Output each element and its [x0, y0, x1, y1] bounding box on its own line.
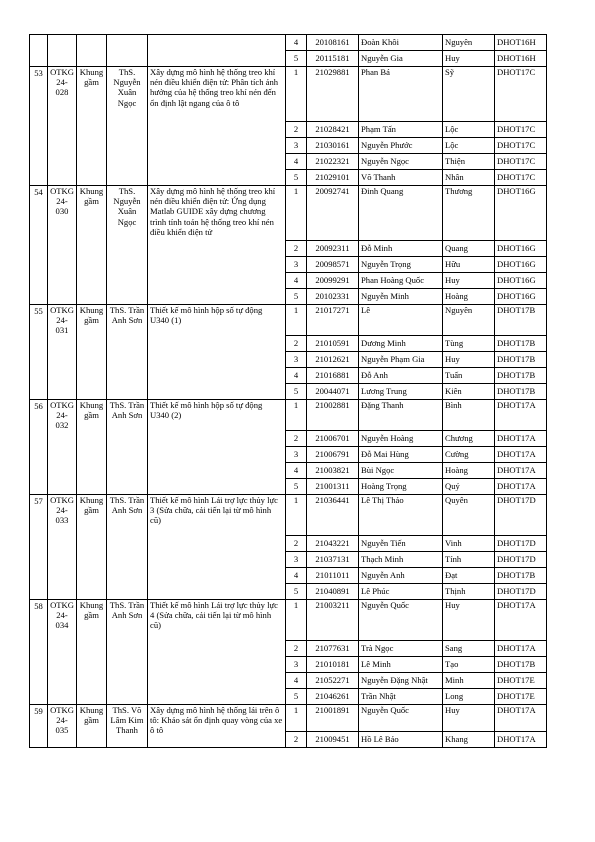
member-index: 3: [286, 352, 307, 368]
student-id: 21028421: [307, 122, 359, 138]
topic-type: Khung gầm: [77, 495, 107, 600]
student-id: 20115181: [307, 51, 359, 67]
student-class: DHOT17B: [495, 657, 547, 673]
topic-code: OTKG 24- 032: [48, 400, 77, 495]
student-class: DHOT17E: [495, 689, 547, 705]
supervisor: ThS. Nguyễn Xuân Ngọc: [107, 186, 148, 305]
topic-code: OTKG 24- 034: [48, 600, 77, 705]
student-last-name: Đỗ Minh: [359, 241, 443, 257]
topic-title: Thiết kế mô hình Lái trợ lực thủy lực 3 (Sửa chữa, cải tiến lại từ mô hình cũ): [148, 495, 286, 600]
group-number: 55: [30, 305, 48, 400]
student-class: DHOT16G: [495, 241, 547, 257]
student-first-name: Thịnh: [443, 584, 495, 600]
student-id: 21012621: [307, 352, 359, 368]
student-first-name: Huy: [443, 600, 495, 641]
student-class: DHOT17B: [495, 568, 547, 584]
student-id: 21052271: [307, 673, 359, 689]
student-first-name: Đạt: [443, 568, 495, 584]
member-index: 1: [286, 495, 307, 536]
table-row: [30, 705, 547, 732]
student-id: 21036441: [307, 495, 359, 536]
topic-title: Thiết kế mô hình Lái trợ lực thủy lực 4 (Sửa chữa, cải tiến lại từ mô hình cũ): [148, 600, 286, 705]
student-class: DHOT17C: [495, 67, 547, 122]
empty-cell: [77, 35, 107, 67]
member-index: 2: [286, 641, 307, 657]
student-last-name: Đỗ Anh: [359, 368, 443, 384]
student-first-name: Huy: [443, 51, 495, 67]
student-first-name: Nhân: [443, 170, 495, 186]
student-class: DHOT17A: [495, 400, 547, 431]
student-class: DHOT16G: [495, 289, 547, 305]
supervisor: ThS. Trần Anh Sơn: [107, 305, 148, 400]
member-index: 4: [286, 35, 307, 51]
student-last-name: Thạch Minh: [359, 552, 443, 568]
student-id: 21037131: [307, 552, 359, 568]
student-id: 21040891: [307, 584, 359, 600]
student-id: 21046261: [307, 689, 359, 705]
student-last-name: Hoàng Trọng: [359, 479, 443, 495]
member-index: 3: [286, 138, 307, 154]
member-index: 1: [286, 186, 307, 241]
member-index: 5: [286, 584, 307, 600]
student-last-name: Võ Thanh: [359, 170, 443, 186]
student-class: DHOT16G: [495, 257, 547, 273]
student-first-name: Hữu: [443, 257, 495, 273]
student-id: 21022321: [307, 154, 359, 170]
member-index: 2: [286, 336, 307, 352]
student-id: 21001311: [307, 479, 359, 495]
student-class: DHOT17A: [495, 705, 547, 732]
student-class: DHOT17A: [495, 479, 547, 495]
student-id: 21016881: [307, 368, 359, 384]
student-last-name: Nguyễn Gia: [359, 51, 443, 67]
student-last-name: Đoàn Khôi: [359, 35, 443, 51]
member-index: 1: [286, 600, 307, 641]
thesis-assignment-table: [29, 34, 547, 748]
member-index: 3: [286, 257, 307, 273]
student-id: 21010181: [307, 657, 359, 673]
topic-type: Khung gầm: [77, 705, 107, 748]
student-last-name: Phan Bá: [359, 67, 443, 122]
group-number: 59: [30, 705, 48, 748]
member-index: 2: [286, 122, 307, 138]
group-number: 56: [30, 400, 48, 495]
student-first-name: Thiện: [443, 154, 495, 170]
topic-title: Thiết kế mô hình hộp số tự động U340 (2): [148, 400, 286, 495]
student-last-name: Lương Trung: [359, 384, 443, 400]
topic-type: Khung gầm: [77, 305, 107, 400]
group-number: 58: [30, 600, 48, 705]
student-last-name: Đỗ Mai Hùng: [359, 447, 443, 463]
student-first-name: Quang: [443, 241, 495, 257]
student-last-name: Trà Ngọc: [359, 641, 443, 657]
group-number: 54: [30, 186, 48, 305]
student-id: 21002881: [307, 400, 359, 431]
student-first-name: Lộc: [443, 122, 495, 138]
topic-title: Xây dựng mô hình hệ thống treo khí nén điều khiển điện tử: Phân tích ảnh hưởng của hệ thống treo khí nén đến ổn định lật ngang của ô tô: [148, 67, 286, 186]
student-first-name: Huy: [443, 352, 495, 368]
student-first-name: Hoàng: [443, 463, 495, 479]
student-id: 21009451: [307, 732, 359, 748]
table-row: [30, 35, 547, 51]
student-id: 20092741: [307, 186, 359, 241]
student-last-name: Nguyễn Phạm Gia: [359, 352, 443, 368]
student-id: 21030161: [307, 138, 359, 154]
student-first-name: Tuấn: [443, 368, 495, 384]
table-row: [30, 186, 547, 241]
member-index: 5: [286, 51, 307, 67]
student-class: DHOT17A: [495, 447, 547, 463]
student-class: DHOT17D: [495, 495, 547, 536]
table-row: [30, 305, 547, 336]
student-last-name: Đặng Thanh: [359, 400, 443, 431]
topic-code: OTKG 24- 035: [48, 705, 77, 748]
topic-title: Xây dựng mô hình hệ thống lái trên ô tô: Khảo sát ổn định quay vòng của xe ô tô: [148, 705, 286, 748]
student-first-name: Sỹ: [443, 67, 495, 122]
member-index: 5: [286, 384, 307, 400]
student-last-name: Lê Minh: [359, 657, 443, 673]
student-id: 21006701: [307, 431, 359, 447]
student-class: DHOT17B: [495, 305, 547, 336]
member-index: 4: [286, 673, 307, 689]
student-first-name: Thương: [443, 186, 495, 241]
member-index: 1: [286, 705, 307, 732]
student-class: DHOT17B: [495, 336, 547, 352]
supervisor: ThS. Trần Anh Sơn: [107, 495, 148, 600]
student-id: 21029881: [307, 67, 359, 122]
student-first-name: Huy: [443, 273, 495, 289]
topic-type: Khung gầm: [77, 600, 107, 705]
student-last-name: Dương Minh: [359, 336, 443, 352]
empty-cell: [148, 35, 286, 67]
student-id: 21001891: [307, 705, 359, 732]
student-first-name: Bình: [443, 400, 495, 431]
table-body: [30, 35, 547, 748]
member-index: 1: [286, 400, 307, 431]
student-last-name: Phạm Tấn: [359, 122, 443, 138]
student-last-name: Nguyễn Anh: [359, 568, 443, 584]
member-index: 5: [286, 479, 307, 495]
student-class: DHOT17D: [495, 536, 547, 552]
group-number: 53: [30, 67, 48, 186]
student-id: 20098571: [307, 257, 359, 273]
student-first-name: Long: [443, 689, 495, 705]
supervisor: ThS. Võ Lâm Kim Thanh: [107, 705, 148, 748]
student-class: DHOT17A: [495, 463, 547, 479]
student-last-name: Nguyễn Minh: [359, 289, 443, 305]
student-first-name: Nguyên: [443, 35, 495, 51]
member-index: 1: [286, 67, 307, 122]
student-first-name: Quyên: [443, 495, 495, 536]
member-index: 4: [286, 463, 307, 479]
student-class: DHOT16H: [495, 35, 547, 51]
student-first-name: Tạo: [443, 657, 495, 673]
student-class: DHOT17D: [495, 552, 547, 568]
student-class: DHOT17C: [495, 154, 547, 170]
student-first-name: Sang: [443, 641, 495, 657]
student-id: 21077631: [307, 641, 359, 657]
student-first-name: Kiên: [443, 384, 495, 400]
student-id: 21029101: [307, 170, 359, 186]
table-row: [30, 67, 547, 122]
member-index: 5: [286, 170, 307, 186]
student-id: 21043221: [307, 536, 359, 552]
student-class: DHOT17B: [495, 368, 547, 384]
student-first-name: Vinh: [443, 536, 495, 552]
member-index: 3: [286, 447, 307, 463]
supervisor: ThS. Trần Anh Sơn: [107, 600, 148, 705]
student-id: 20044071: [307, 384, 359, 400]
student-id: 21010591: [307, 336, 359, 352]
student-last-name: Nguyễn Trọng: [359, 257, 443, 273]
table-row: [30, 400, 547, 431]
member-index: 3: [286, 657, 307, 673]
student-id: 21003211: [307, 600, 359, 641]
topic-title: Thiết kế mô hình hộp số tự động U340 (1): [148, 305, 286, 400]
student-last-name: Nguyễn Tiến: [359, 536, 443, 552]
member-index: 4: [286, 568, 307, 584]
student-class: DHOT17B: [495, 384, 547, 400]
topic-type: Khung gầm: [77, 186, 107, 305]
member-index: 4: [286, 368, 307, 384]
student-class: DHOT17C: [495, 138, 547, 154]
member-index: 2: [286, 431, 307, 447]
member-index: 2: [286, 732, 307, 748]
table-row: [30, 600, 547, 641]
student-last-name: Lê: [359, 305, 443, 336]
member-index: 2: [286, 536, 307, 552]
student-class: DHOT17A: [495, 641, 547, 657]
student-class: DHOT17A: [495, 431, 547, 447]
student-first-name: Huy: [443, 705, 495, 732]
student-class: DHOT17D: [495, 584, 547, 600]
student-class: DHOT17C: [495, 122, 547, 138]
student-last-name: Nguyễn Đặng Nhật: [359, 673, 443, 689]
empty-cell: [107, 35, 148, 67]
student-last-name: Lê Thị Thảo: [359, 495, 443, 536]
student-first-name: Nguyên: [443, 305, 495, 336]
student-class: DHOT17A: [495, 732, 547, 748]
student-class: DHOT17A: [495, 600, 547, 641]
member-index: 2: [286, 241, 307, 257]
member-index: 4: [286, 154, 307, 170]
student-first-name: Cường: [443, 447, 495, 463]
student-last-name: Nguyễn Phước: [359, 138, 443, 154]
student-last-name: Nguyễn Hoàng: [359, 431, 443, 447]
member-index: 5: [286, 689, 307, 705]
topic-code: OTKG 24- 030: [48, 186, 77, 305]
student-last-name: Nguyễn Quốc: [359, 705, 443, 732]
student-last-name: Trần Nhật: [359, 689, 443, 705]
student-id: 21017271: [307, 305, 359, 336]
member-index: 5: [286, 289, 307, 305]
topic-code: OTKG 24- 031: [48, 305, 77, 400]
table-row: [30, 495, 547, 536]
student-class: DHOT16G: [495, 273, 547, 289]
topic-code: OTKG 24- 028: [48, 67, 77, 186]
student-last-name: Hồ Lê Bảo: [359, 732, 443, 748]
student-last-name: Phan Hoàng Quốc: [359, 273, 443, 289]
student-first-name: Lộc: [443, 138, 495, 154]
student-first-name: Quý: [443, 479, 495, 495]
supervisor: ThS. Nguyễn Xuân Ngọc: [107, 67, 148, 186]
student-last-name: Bùi Ngọc: [359, 463, 443, 479]
supervisor: ThS. Trần Anh Sơn: [107, 400, 148, 495]
student-id: 20092311: [307, 241, 359, 257]
student-id: 21003821: [307, 463, 359, 479]
student-last-name: Nguyễn Ngọc: [359, 154, 443, 170]
student-last-name: Lê Phúc: [359, 584, 443, 600]
student-class: DHOT17B: [495, 352, 547, 368]
topic-title: Xây dựng mô hình hệ thống treo khí nén điều khiển điện tử: Ứng dụng Matlab GUIDE xây dựng chương trình tính toán hệ thống treo khí nén điều khiển điện tử: [148, 186, 286, 305]
student-first-name: Minh: [443, 673, 495, 689]
student-last-name: Nguyễn Quốc: [359, 600, 443, 641]
empty-cell: [30, 35, 48, 67]
student-first-name: Chương: [443, 431, 495, 447]
student-id: 21011011: [307, 568, 359, 584]
topic-type: Khung gầm: [77, 67, 107, 186]
student-class: DHOT17C: [495, 170, 547, 186]
topic-type: Khung gầm: [77, 400, 107, 495]
member-index: 3: [286, 552, 307, 568]
student-id: 21006791: [307, 447, 359, 463]
student-id: 20108161: [307, 35, 359, 51]
student-id: 20099291: [307, 273, 359, 289]
student-class: DHOT16G: [495, 186, 547, 241]
student-last-name: Đinh Quang: [359, 186, 443, 241]
empty-cell: [48, 35, 77, 67]
student-id: 20102331: [307, 289, 359, 305]
student-first-name: Khang: [443, 732, 495, 748]
student-first-name: Hoàng: [443, 289, 495, 305]
topic-code: OTKG 24- 033: [48, 495, 77, 600]
group-number: 57: [30, 495, 48, 600]
student-class: DHOT17E: [495, 673, 547, 689]
student-first-name: Tùng: [443, 336, 495, 352]
student-class: DHOT16H: [495, 51, 547, 67]
member-index: 4: [286, 273, 307, 289]
member-index: 1: [286, 305, 307, 336]
student-first-name: Tính: [443, 552, 495, 568]
